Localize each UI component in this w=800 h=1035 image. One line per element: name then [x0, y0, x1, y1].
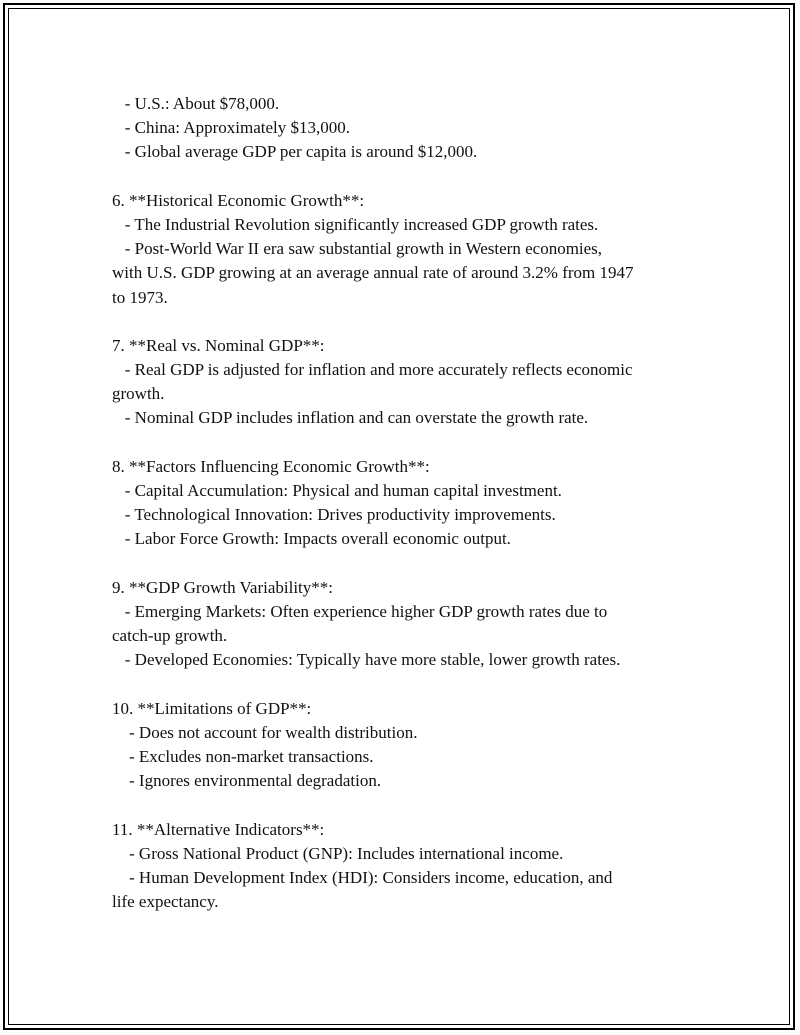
section-heading: 9. **GDP Growth Variability**: [112, 577, 333, 597]
text-line: to 1973. [112, 287, 168, 307]
blank-line [112, 165, 692, 189]
text-line: - Labor Force Growth: Impacts overall economic output. [112, 529, 511, 549]
blank-line [112, 431, 692, 455]
section-heading: 6. **Historical Economic Growth**: [112, 190, 365, 210]
text-line: with U.S. GDP growing at an average annual rate of around 3.2% from 1947 [112, 263, 634, 283]
text-line: - Excludes non-market transactions. [112, 747, 374, 767]
text-line: catch-up growth. [112, 626, 228, 646]
blank-line [112, 793, 692, 817]
text-line: growth. [112, 384, 165, 404]
section-heading: 11. **Alternative Indicators**: [112, 819, 325, 839]
blank-line [112, 552, 692, 576]
document-body [112, 92, 692, 914]
text-line: - Real GDP is adjusted for inflation and more accurately reflects economic [112, 360, 633, 380]
blank-line [112, 673, 692, 697]
text-line: - Technological Innovation: Drives productivity improvements. [112, 505, 556, 525]
text-line: - Gross National Product (GNP): Includes international income. [112, 843, 564, 863]
text-line: - Global average GDP per capita is around $12,000. [112, 142, 478, 162]
section-heading: 8. **Factors Influencing Economic Growth**: [112, 456, 430, 476]
text-line: - Post-World War II era saw substantial growth in Western economies, [112, 239, 603, 259]
text-line: life expectancy. [112, 892, 219, 912]
text-line: - U.S.: About $78,000. [112, 94, 280, 113]
text-line: - Human Development Index (HDI): Considers income, education, and [112, 868, 613, 887]
text-line: - China: Approximately $13,000. [112, 118, 350, 138]
text-line: - Developed Economies: Typically have more stable, lower growth rates. [112, 650, 621, 670]
text-line: - The Industrial Revolution significantly increased GDP growth rates. [112, 214, 599, 234]
text-line: - Emerging Markets: Often experience higher GDP growth rates due to [112, 601, 608, 621]
text-line: - Capital Accumulation: Physical and human capital investment. [112, 481, 562, 500]
text-line: - Ignores environmental degradation. [112, 771, 382, 791]
blank-line [112, 310, 692, 334]
text-line: - Nominal GDP includes inflation and can overstate the growth rate. [112, 408, 589, 428]
section-heading: 10. **Limitations of GDP**: [112, 698, 312, 718]
text-line: - Does not account for wealth distribution. [112, 722, 418, 742]
section-heading: 7. **Real vs. Nominal GDP**: [112, 335, 325, 355]
